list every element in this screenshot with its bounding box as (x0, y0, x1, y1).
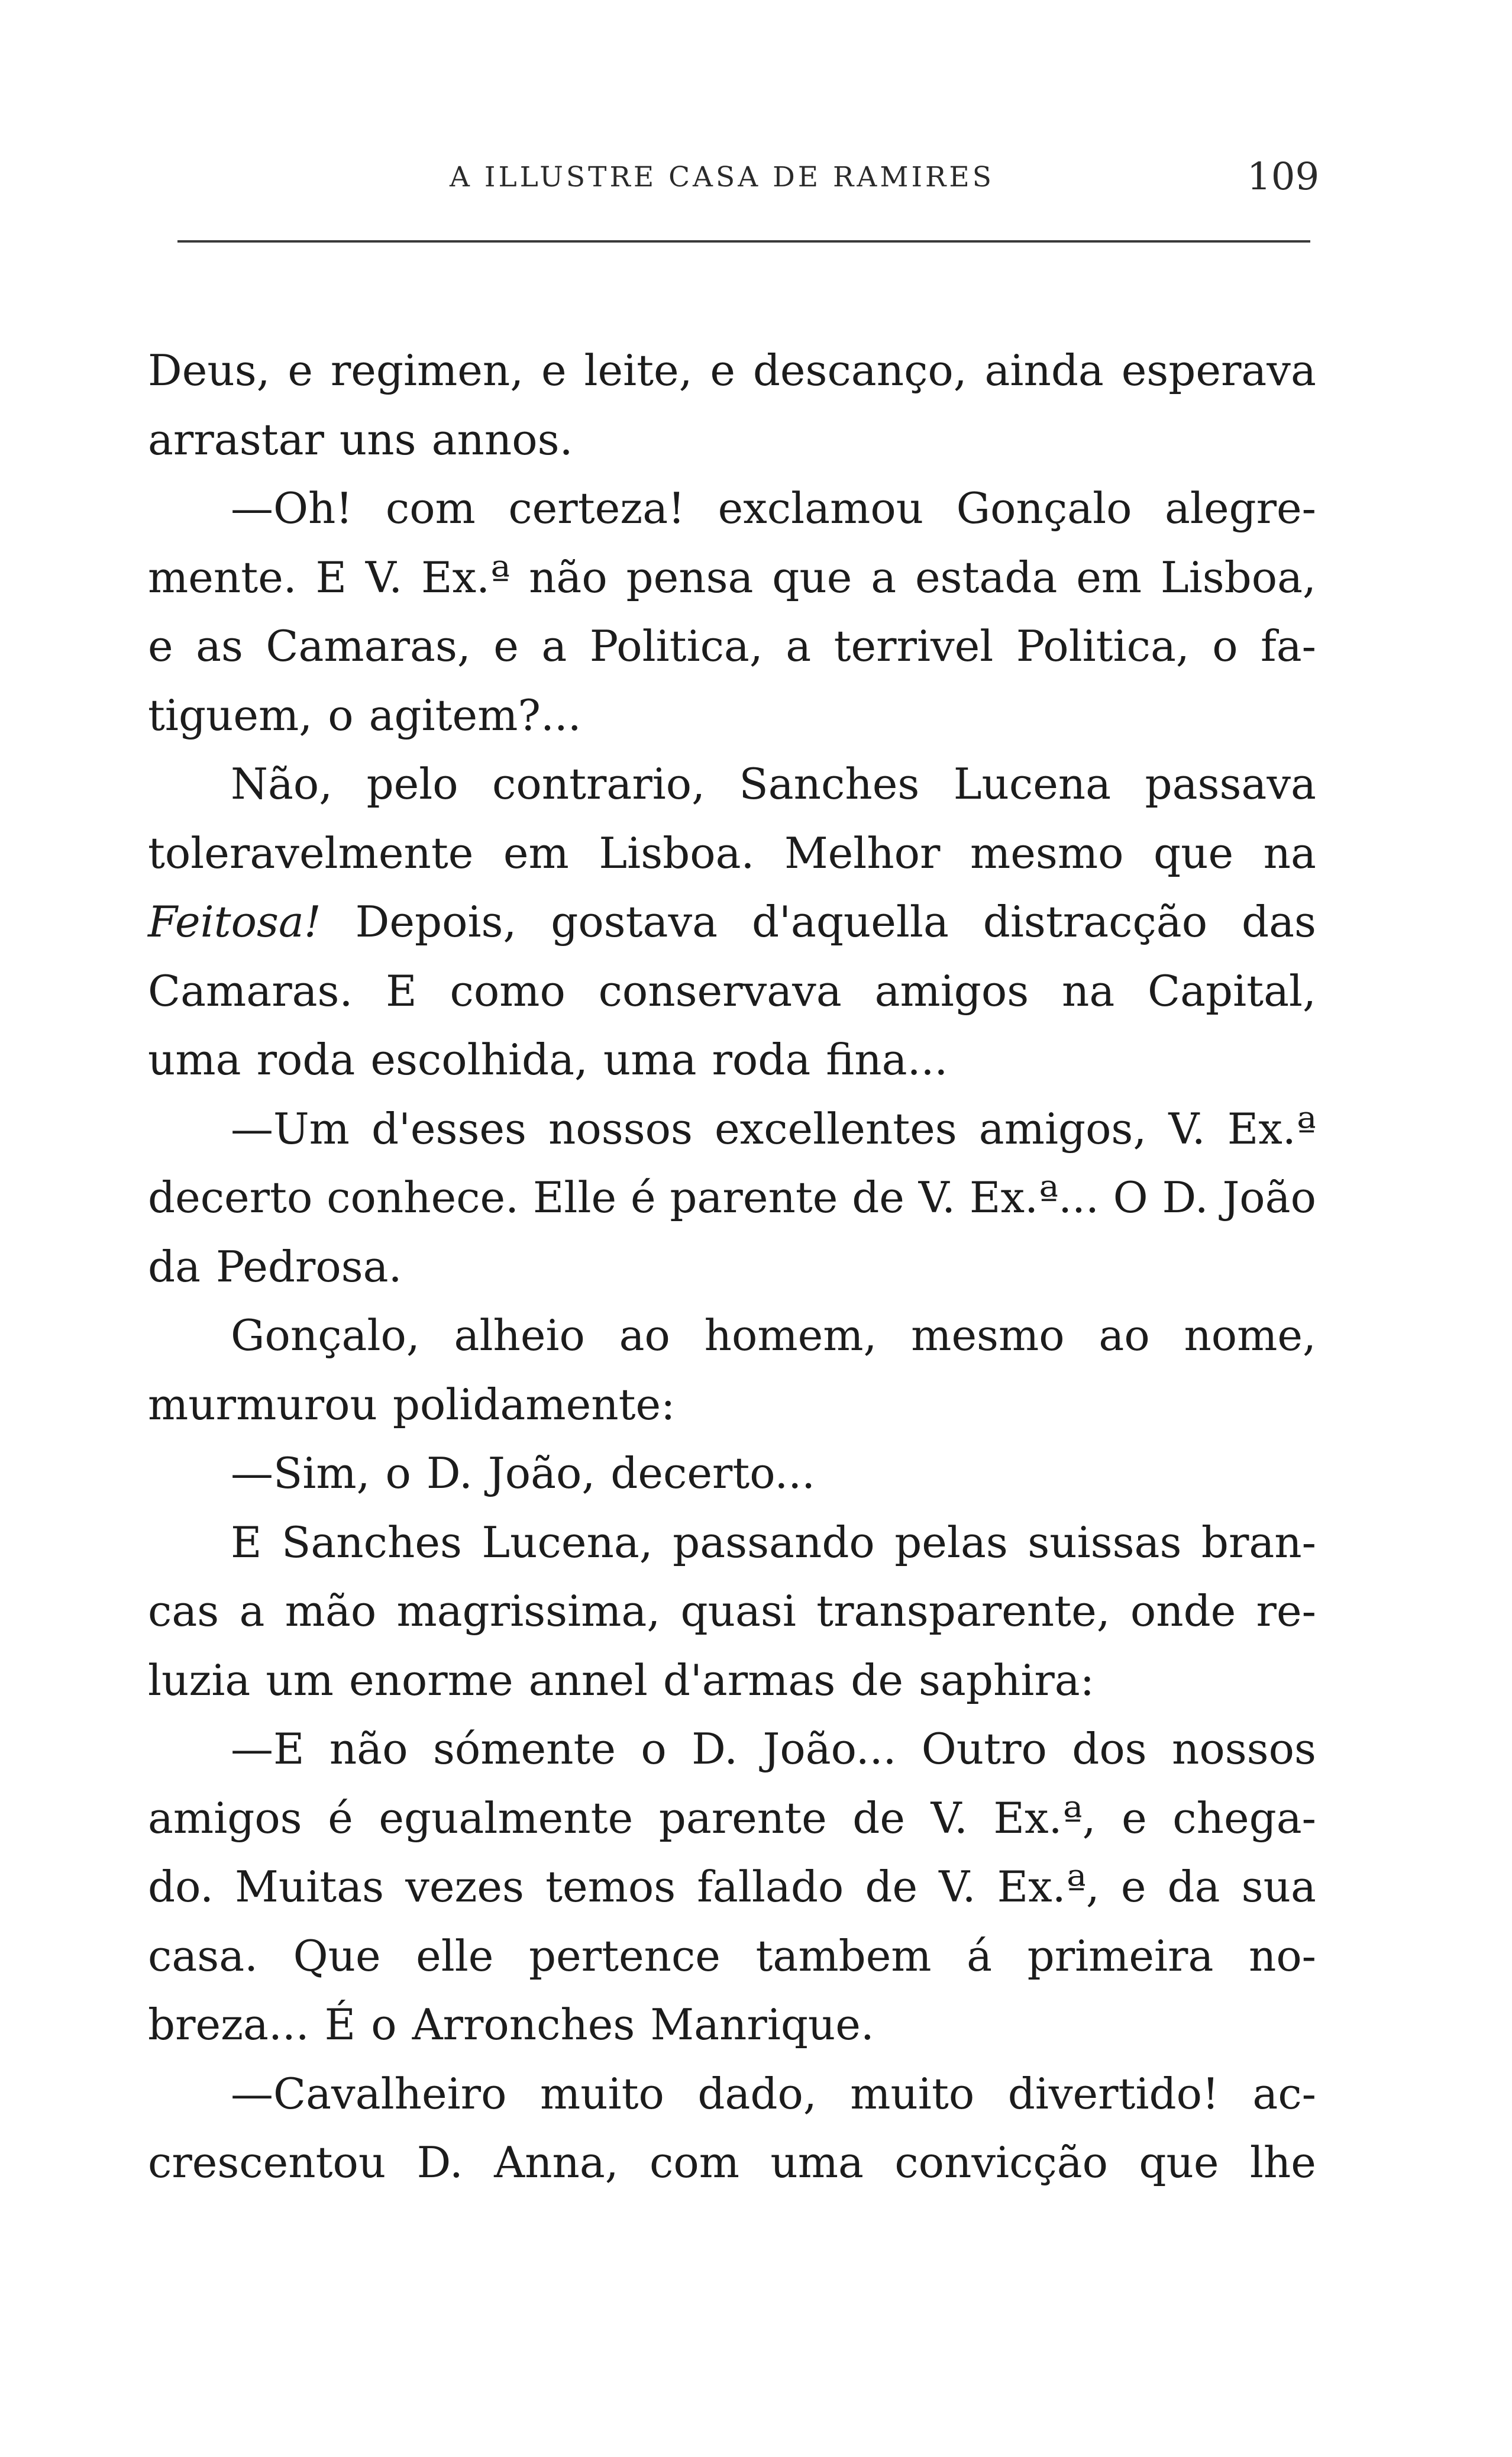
word: Elle (532, 1173, 617, 1222)
word: —Um (231, 1103, 350, 1154)
word: no- (1248, 1930, 1316, 1981)
word: Melhor (784, 828, 941, 878)
word: parente (670, 1173, 838, 1222)
word: Ex.ª... (969, 1173, 1099, 1222)
word: o (1212, 621, 1238, 671)
text-line (148, 1577, 1316, 1646)
word: em (1076, 552, 1142, 602)
text-line (148, 1852, 1316, 1922)
word: gostava (551, 897, 718, 947)
word: o (385, 1448, 411, 1498)
word: na (1263, 828, 1316, 878)
word: regimen, (330, 346, 524, 395)
word: d'esses (371, 1103, 526, 1154)
word: quasi (680, 1586, 796, 1636)
word: murmurou (148, 1379, 377, 1429)
word: muito (539, 2068, 664, 2119)
word: Arronches (412, 2000, 635, 2049)
word: João... (763, 1724, 897, 1774)
text-line (148, 474, 1316, 543)
word: estada (915, 552, 1058, 602)
word: Muitas (235, 1862, 385, 1912)
word: uma (770, 2138, 864, 2187)
word: E (315, 552, 347, 602)
text-line (148, 405, 1316, 474)
word: Ex.ª, (993, 1793, 1096, 1843)
word: tambem (755, 1930, 932, 1981)
word: e (148, 621, 173, 671)
word: e (287, 346, 313, 395)
word: annos. (431, 414, 573, 464)
word: e (710, 346, 735, 395)
word: E (386, 966, 417, 1016)
word: Ex.ª, (997, 1862, 1100, 1912)
word: contrario, (492, 759, 706, 809)
word: como (450, 966, 566, 1016)
word: magrissima, (396, 1586, 661, 1636)
word: passava (1145, 759, 1316, 809)
word: do. (148, 1862, 214, 1912)
word: —Sim, (231, 1448, 370, 1498)
word: que (772, 552, 852, 602)
word: a (786, 621, 812, 671)
word: pelas (894, 1517, 1008, 1567)
word: Capital, (1148, 966, 1316, 1016)
word: —E (231, 1724, 305, 1774)
word: Lucena, (482, 1517, 653, 1567)
word: onde (1130, 1586, 1236, 1636)
word: polidamente: (392, 1379, 676, 1429)
word: Gonçalo (956, 483, 1132, 533)
word: Feitosa! (148, 897, 321, 947)
word: João (1222, 1173, 1316, 1222)
text-line (148, 1646, 1316, 1715)
word: e (1120, 1862, 1146, 1912)
word: Pedrosa. (216, 1241, 402, 1292)
word: enorme (348, 1655, 513, 1705)
word: a (871, 552, 897, 602)
word: roda (256, 1035, 356, 1084)
word: V. (1168, 1103, 1206, 1154)
text-line (148, 957, 1316, 1026)
word: agitem?... (369, 690, 581, 740)
word: Anna, (494, 2138, 619, 2187)
word: V. (931, 1793, 968, 1843)
word: Ex.ª (1227, 1103, 1316, 1154)
word: Depois, (355, 897, 517, 947)
word: descanço, (752, 346, 967, 395)
page-number: 109 (1247, 155, 1320, 199)
word: D. (1162, 1173, 1209, 1222)
word: decerto (148, 1173, 313, 1222)
word: com (385, 483, 476, 533)
text-line (148, 1439, 1316, 1508)
word: D. (416, 2138, 463, 2187)
word: decerto... (610, 1448, 816, 1498)
word: elle (416, 1930, 494, 1981)
word: egualmente (379, 1793, 634, 1843)
word: Outro (921, 1724, 1047, 1774)
word: transparente, (816, 1586, 1110, 1636)
word: Não, (231, 759, 333, 809)
word: da (148, 1241, 201, 1292)
word: de (852, 1793, 905, 1843)
word: as (196, 621, 243, 671)
word: João, (487, 1448, 596, 1498)
word: fa- (1261, 621, 1316, 671)
word: conservava (598, 966, 842, 1016)
word: que (1154, 828, 1234, 878)
word: a (239, 1586, 265, 1636)
word: mesmo (970, 828, 1124, 878)
text-line (148, 2059, 1316, 2129)
word: Manrique. (650, 2000, 874, 2049)
word: Camaras, (266, 621, 471, 671)
word: —Cavalheiro (231, 2068, 507, 2119)
word: lhe (1249, 2138, 1316, 2187)
header-rule (177, 240, 1310, 243)
word: suissas (1028, 1517, 1182, 1567)
word: o (641, 1724, 667, 1774)
text-line (148, 543, 1316, 612)
text-line (148, 819, 1316, 888)
word: distracção (983, 897, 1208, 947)
word: Lucena (953, 759, 1112, 809)
word: dado, (697, 2068, 817, 2119)
word: de (865, 1862, 918, 1912)
running-title: A ILLUSTRE CASA DE RAMIRES (450, 161, 994, 193)
word: terrivel (833, 621, 994, 671)
word: escolhida, (370, 1035, 588, 1084)
word: excellentes (715, 1103, 957, 1154)
word: re- (1256, 1586, 1316, 1636)
word: nome, (1184, 1310, 1316, 1360)
word: sua (1241, 1862, 1316, 1912)
word: parente (658, 1793, 827, 1843)
word: luzia (148, 1655, 251, 1705)
word: alheio (454, 1310, 585, 1360)
text-line (148, 887, 1316, 957)
word: Deus, (148, 346, 270, 395)
word: temos (545, 1862, 676, 1912)
word: divertido! (1007, 2068, 1219, 2119)
word: convicção (894, 2138, 1109, 2187)
word: mente. (148, 552, 297, 602)
word: e (541, 346, 567, 395)
word: com (650, 2138, 739, 2187)
text-line (148, 1232, 1316, 1302)
word: ac- (1252, 2068, 1316, 2119)
word: de (851, 1655, 903, 1705)
word: á (967, 1930, 993, 1981)
word: Politica, (589, 621, 763, 671)
word: uns (339, 414, 416, 464)
body-text (148, 336, 1316, 2197)
word: Que (293, 1930, 381, 1981)
text-line (148, 1370, 1316, 1439)
word: D. (692, 1724, 738, 1774)
word: leite, (584, 346, 693, 395)
word: certeza! (508, 483, 686, 533)
word: em (503, 828, 569, 878)
text-line (148, 1990, 1316, 2059)
text-line (148, 1025, 1316, 1094)
word: bran- (1201, 1517, 1316, 1567)
word: Ex.ª (421, 552, 511, 602)
word: amigos (874, 966, 1029, 1016)
word: a (541, 621, 567, 671)
word: amigos (148, 1793, 302, 1843)
word: das (1241, 897, 1316, 947)
word: não (329, 1724, 408, 1774)
word: pelo (366, 759, 458, 809)
word: chega- (1172, 1793, 1316, 1843)
word: muito (850, 2068, 975, 2119)
word: ao (1099, 1310, 1150, 1360)
word: cas (148, 1586, 219, 1636)
word: um (266, 1655, 334, 1705)
word: e (1122, 1793, 1147, 1843)
word: Politica, (1016, 621, 1190, 671)
text-line (148, 1508, 1316, 1577)
text-line (148, 750, 1316, 819)
word: D. (426, 1448, 473, 1498)
word: uma (603, 1035, 697, 1084)
word: passando (673, 1517, 875, 1567)
text-line (148, 681, 1316, 750)
word: ainda (984, 346, 1104, 395)
word: —Oh! (231, 483, 353, 533)
text-line (148, 612, 1316, 681)
text-line (148, 2128, 1316, 2197)
word: casa. (148, 1930, 259, 1981)
word: tiguem, (148, 690, 313, 740)
word: é (630, 1173, 656, 1222)
word: breza... (148, 2000, 309, 2049)
word: alegre- (1164, 483, 1316, 533)
text-line (148, 336, 1316, 405)
word: saphira: (918, 1655, 1094, 1705)
word: V. (365, 552, 403, 602)
word: homem, (704, 1310, 877, 1360)
word: que (1139, 2138, 1219, 2187)
word: E (231, 1517, 262, 1567)
word: toleravelmente (148, 828, 474, 878)
text-line (148, 1163, 1316, 1232)
text-line (148, 1784, 1316, 1853)
word: crescentou (148, 2138, 386, 2187)
word: o (371, 2000, 397, 2049)
word: dos (1072, 1724, 1147, 1774)
word: ao (619, 1310, 670, 1360)
word: o (328, 690, 354, 740)
word: O (1113, 1173, 1148, 1222)
word: sómente (432, 1724, 616, 1774)
word: Lisboa. (599, 828, 755, 878)
word: na (1061, 966, 1115, 1016)
text-line (148, 1922, 1316, 1991)
word: annel (528, 1655, 648, 1705)
word: conhece. (327, 1173, 519, 1222)
text-line (148, 1301, 1316, 1370)
word: V. (939, 1862, 976, 1912)
word: amigos, (978, 1103, 1147, 1154)
word: Camaras. (148, 966, 353, 1016)
word: uma (148, 1035, 241, 1084)
word: fina... (826, 1035, 948, 1084)
word: nossos (1171, 1724, 1316, 1774)
word: V. (918, 1173, 956, 1222)
word: mesmo (911, 1310, 1065, 1360)
word: Sanches (739, 759, 920, 809)
word: de (852, 1173, 904, 1222)
word: não (529, 552, 608, 602)
word: pensa (626, 552, 754, 602)
word: exclamou (718, 483, 924, 533)
word: d'aquella (752, 897, 949, 947)
word: roda (712, 1035, 811, 1084)
word: É (324, 2000, 356, 2049)
word: d'armas (663, 1655, 836, 1705)
word: primeira (1027, 1930, 1214, 1981)
word: arrastar (148, 414, 324, 464)
word: Lisboa, (1160, 552, 1316, 602)
word: e (493, 621, 519, 671)
word: fallado (697, 1862, 844, 1912)
word: Sanches (282, 1517, 462, 1567)
word: nossos (548, 1103, 693, 1154)
word: mão (285, 1586, 377, 1636)
text-line (148, 1094, 1316, 1164)
word: pertence (528, 1930, 721, 1981)
word: vezes (405, 1862, 524, 1912)
word: Gonçalo, (231, 1310, 420, 1360)
word: é (328, 1793, 353, 1843)
word: esperava (1121, 346, 1316, 395)
word: da (1167, 1862, 1220, 1912)
text-line (148, 1715, 1316, 1784)
